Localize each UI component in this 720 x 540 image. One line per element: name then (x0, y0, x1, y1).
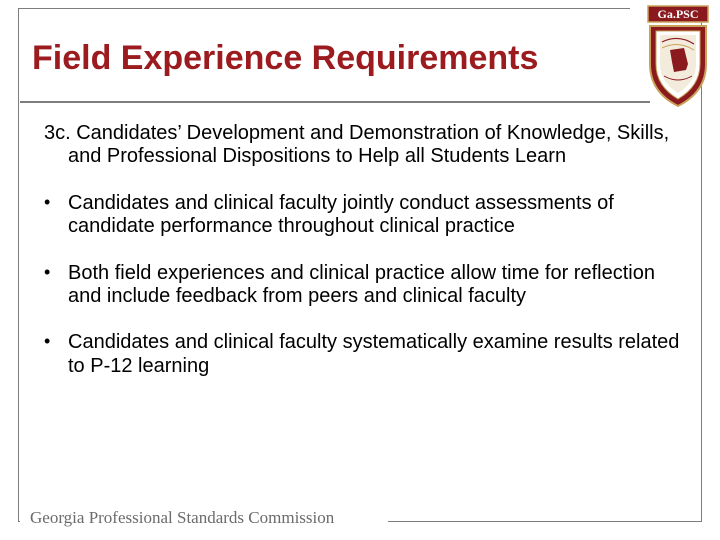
footer-org-name: Georgia Professional Standards Commission (30, 508, 335, 527)
bullet-icon: • (44, 261, 51, 282)
bullet-item (44, 262, 684, 309)
slide-title: Field Experience Requirements (32, 39, 539, 77)
bullet-icon: • (44, 191, 51, 212)
bullet-icon: • (44, 331, 51, 352)
standard-heading: 3c. Candidates’ Development and Demonstration of Knowledge, Skills, and Professional Dispositions to Help all Students Learn (44, 122, 670, 168)
bullet-item (44, 331, 684, 378)
gapsc-shield-logo-icon (644, 4, 712, 108)
bullet-item (44, 192, 684, 239)
bullet-text: Candidates and clinical faculty systematically examine results related to P-12 learning (68, 331, 680, 377)
slide-body (44, 122, 684, 401)
bullet-text: Both field experiences and clinical practice allow time for reflection and include feedback from peers and clinical faculty (68, 261, 655, 307)
bullet-text: Candidates and clinical faculty jointly conduct assessments of candidate performance throughout clinical practice (68, 191, 614, 238)
title-divider (20, 101, 650, 103)
logo-text: Ga.PSC (657, 7, 699, 21)
